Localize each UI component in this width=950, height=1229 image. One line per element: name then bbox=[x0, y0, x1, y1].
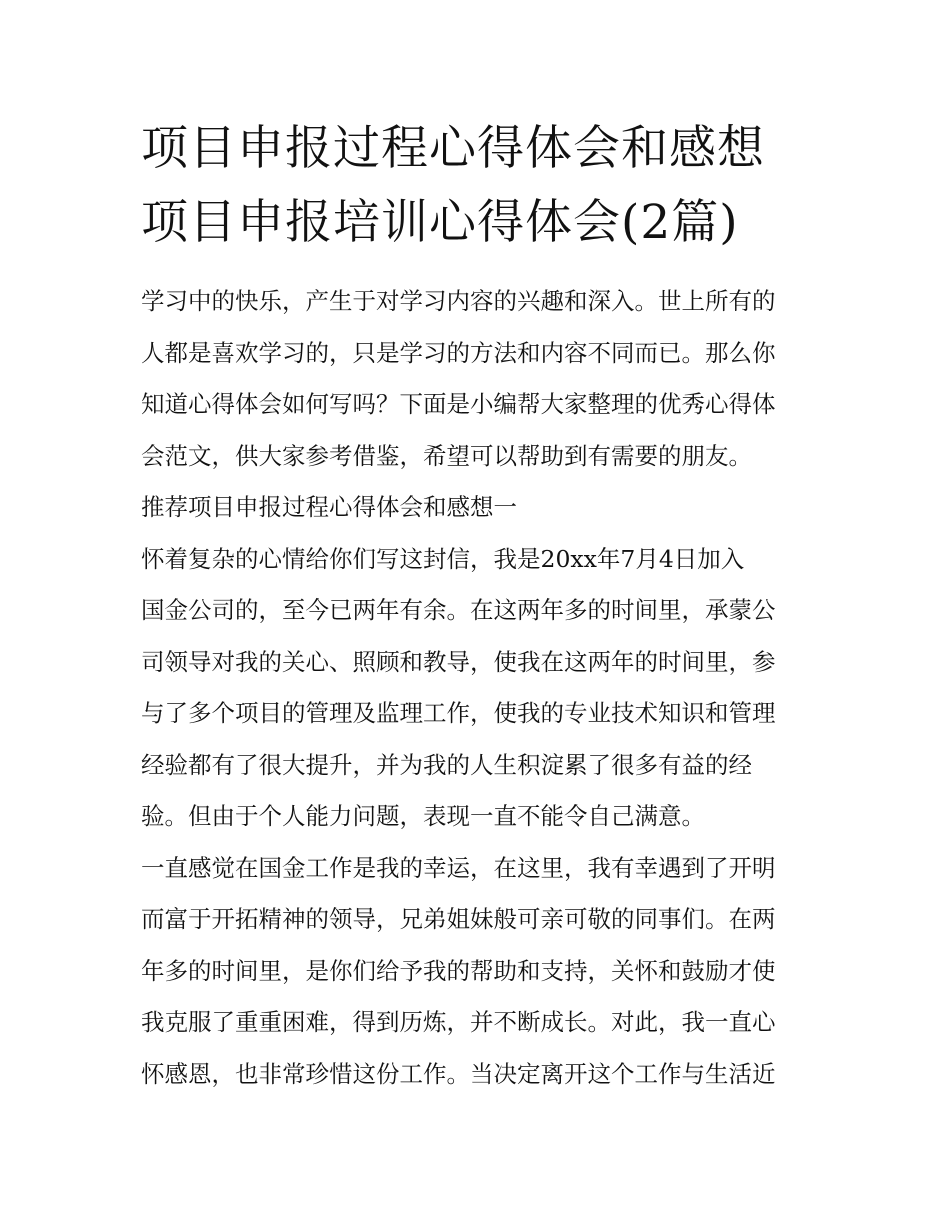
title-line-1: 项目申报过程心得体会和感想 bbox=[141, 121, 765, 176]
text-line: 会范文，供大家参考借鉴，希望可以帮助到有需要的朋友。 bbox=[141, 441, 752, 470]
text-line: 年多的时间里，是你们给予我的帮助和支持，关怀和鼓励才使 bbox=[141, 956, 776, 985]
text-line: 我克服了重重困难，得到历炼，并不断成长。对此，我一直心 bbox=[141, 1008, 776, 1036]
text-line: 经验都有了很大提升，并为我的人生积淀累了很多有益的经 bbox=[141, 750, 752, 779]
document-title bbox=[141, 112, 813, 260]
text-line: 而富于开拓精神的领导，兄弟姐妹般可亲可敬的同事们。在两 bbox=[141, 905, 776, 933]
text-line: 推荐项目申报过程心得体会和感想一 bbox=[141, 493, 517, 521]
text-line: 人都是喜欢学习的，只是学习的方法和内容不同而已。那么你 bbox=[141, 338, 776, 367]
text-line: 知道心得体会如何写吗？下面是小编帮大家整理的优秀心得体 bbox=[141, 390, 776, 418]
text-line: 与了多个项目的管理及监理工作，使我的专业技术知识和管理 bbox=[141, 699, 776, 727]
text-line: 司领导对我的关心、照顾和教导，使我在这两年的时间里，参 bbox=[141, 647, 776, 676]
letter-paragraph-1 bbox=[141, 534, 813, 843]
section-heading bbox=[141, 482, 813, 534]
text-line: 一直感觉在国金工作是我的幸运，在这里，我有幸遇到了开明 bbox=[141, 853, 776, 882]
document-page bbox=[141, 112, 813, 1100]
document-body bbox=[141, 276, 813, 1100]
letter-paragraph-2 bbox=[141, 843, 813, 1101]
intro-paragraph bbox=[141, 276, 813, 482]
text-line: 怀感恩，也非常珍惜这份工作。当决定离开这个工作与生活近 bbox=[141, 1059, 776, 1088]
text-line: 国金公司的，至今已两年有余。在这两年多的时间里，承蒙公 bbox=[141, 596, 776, 624]
text-line: 学习中的快乐，产生于对学习内容的兴趣和深入。世上所有的 bbox=[141, 287, 776, 315]
text-line: 验。但由于个人能力问题，表现一直不能令自己满意。 bbox=[141, 802, 705, 830]
text-line: 怀着复杂的心情给你们写这封信，我是20xx年7月4日加入 bbox=[141, 544, 745, 573]
title-line-2: 项目申报培训心得体会(2篇) bbox=[141, 195, 739, 250]
